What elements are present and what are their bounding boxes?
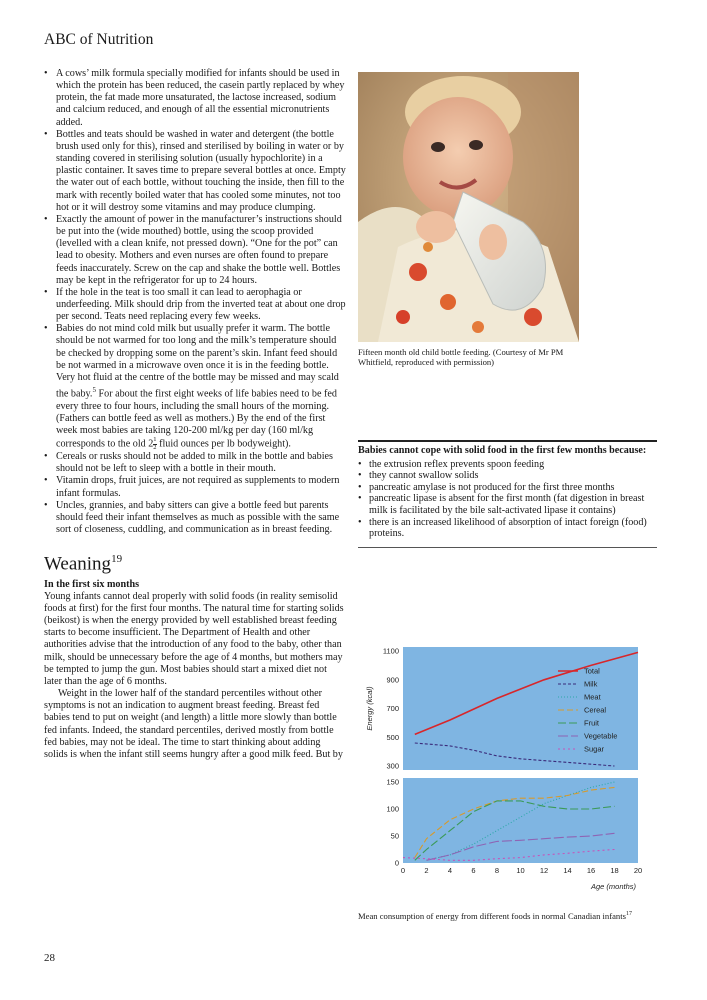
x-tick-label: 10 [516,866,525,875]
y-tick-label: 50 [390,831,399,841]
section-title-text: Weaning [44,553,112,575]
x-tick-label: 8 [494,866,500,875]
fraction-numerator: 1 [153,436,157,444]
legend-label: Total [584,666,600,676]
reference-marker: 5 [92,386,96,395]
x-tick-label: 2 [424,866,429,875]
paragraph: Weight in the lower half of the standard percentiles without other symptoms is not an indication to augment breast feeding. Breast fed babies tend to put on weight (and length) a little more slowly than bottle fed infants. Indeed, the standard percentiles, derived mostly from bottle fed babies, may not be ideal. The time to start thinking about adding solids is when the infant still seems hungry after a good milk feed. But by [44,688,343,760]
baby-bottle-feeding-photo [358,72,579,342]
x-tick-label: 16 [586,866,596,875]
running-head: ABC of Nutrition [44,31,154,48]
section-reference: 19 [111,553,123,566]
paragraph: Young infants cannot deal properly with solid foods (in reality semisolid foods at first) for the first four months. The natural time for starting solids (beikost) is when the energy provided by well established breast feeding starts to become insufficient. The Department of Health and other authorities advise that the introduction of any food to the baby, other than milk, should be unnecessary before the age of 4 months, but mothers may be tempted to jump the gun. Most babies should start a mixed diet not later than the age of 6 months. [44,590,344,687]
y-tick-label: 700 [386,704,399,713]
y-tick-label: 1100 [382,646,399,656]
list-item: • there is an increased likelihood of absorption of intact foreign (food) proteins. [358,517,657,540]
energy-chart-svg [358,641,650,905]
x-tick-label: 6 [471,866,476,875]
x-axis-label: Age (months) [590,882,636,891]
y-tick-label: 100 [386,804,399,814]
legend-label: Sugar [584,744,605,754]
list-item: • If the hole in the teat is too small it can lead to aerophagia or underfeeding. Milk should drip from the inverted teat at about one drop per second. Teats need replacing every few weeks. [44,287,346,323]
photo-illustration [358,72,579,342]
list-item: • pancreatic lipase is absent for the first month (fat digestion in breast milk is facilitated by the bile salt-activated lipase it contains) [358,493,657,516]
y-tick-label: 900 [386,675,399,685]
warm-milk-text-1: Babies do not mind cold milk but usually prefer it warm. The bottle should be not warmed for too long and the milk’s temperature should be checked by dropping some on the parent’s skin. Infant feed should be not warmed in a microwave oven once it is in the feeding bottle. Very hot fluid at the centre of the bottle may be missed and may scald the baby. [56,323,339,400]
box-heading: Babies cannot cope with solid food in the first few months because: [358,445,647,456]
y-tick-label: 300 [386,761,399,771]
legend-label: Cereal [584,705,607,715]
y-tick-label: 0 [394,858,399,868]
bottle-feeding-list [44,68,346,536]
y-axis-label: Energy (kcal) [365,686,374,731]
list-item: • Exactly the amount of power in the manufacturer’s instructions should be put into the (wide mouthed) bottle, using the scoop provided (levelled with a clean knife, not pressed down). “One for the pot” can lead to obesity. Mothers and even nurses are often found to prepare feeds inaccurately. Screw on the cap and shake the bottle well. Bottles may be kept in the refrigerator for up to 24 hours. [44,214,346,287]
main-text-column [44,68,346,761]
chart-caption [358,909,658,921]
x-tick-label: 0 [400,866,406,875]
y-tick-label: 150 [386,777,399,787]
legend-label: Milk [584,679,598,689]
list-item: • A cows’ milk formula specially modified for infants should be used in which the protein has been reduced, the casein partly replaced by whey protein, the fat made more unsaturated, the lactose increased, sodium and calcium reduced, and enough of all the essential micronutrients added. [44,68,346,129]
x-tick-label: 14 [563,866,572,875]
page-number: 28 [44,952,55,964]
legend-label: Meat [584,692,601,702]
legend-label: Vegetable [584,731,618,741]
list-item: • pancreatic amylase is not produced for the first three months [358,482,657,494]
box-list [358,459,657,540]
legend-label: Fruit [584,718,599,728]
solid-food-box [358,440,657,548]
list-item: • Uncles, grannies, and baby sitters can give a bottle feed but parents should feed their infant themselves as much as possible with the same sort of closeness, cuddling, and communication as in breast feeding. [44,500,346,536]
list-item: • they cannot swallow solids [358,470,657,482]
x-tick-label: 20 [633,866,643,875]
fraction-denominator: 2 [153,443,157,451]
photo-caption: Fifteen month old child bottle feeding. (Courtesy of Mr PM Whitfield, reproduced with permission) [358,347,564,368]
chart-caption-text: Mean consumption of energy from different foods in normal Canadian infants [358,910,626,921]
warm-milk-text-3: fluid ounces per lb bodyweight). [156,438,291,450]
x-tick-label: 18 [610,866,619,875]
list-item: • the extrusion reflex prevents spoon feeding [358,459,657,471]
warm-milk-text-2: For about the first eight weeks of life babies need to be fed every three to four hours, including the small hours of the morning. (Fathers can bottle feed as well as mothers.) By the end of the first week most babies are taking 120-200 ml/kg per day (160 ml/kg corresponds to the old 2 [56,388,337,450]
section-title [44,553,346,575]
x-tick-label: 4 [447,866,453,875]
list-item [44,323,346,451]
list-item: • Vitamin drops, fruit juices, are not required as supplements to modern infant formulas. [44,475,346,499]
subheading: In the first six months [44,578,140,590]
y-tick-label: 500 [386,732,399,742]
list-item: • Bottles and teats should be washed in water and detergent (the bottle brush used only for this), rinsed and sterilised by boiling in water or by standing covered in sterilising solution (usually hypochlorite) in a plastic container. It saves time to prepare several bottles at once. Empty the water out of each bottle, without touching the inside, then fill to the mark with recently boiled water that has cooled some minutes, not too hot or it will destroy some vitamins and may produce clumping. [44,129,346,214]
energy-chart [358,641,650,905]
chart-caption-reference: 17 [625,911,632,917]
x-tick-label: 12 [539,866,549,875]
list-item: • Cereals or rusks should not be added to milk in the bottle and babies should not be left to sleep with a bottle in their mouth. [44,451,346,475]
